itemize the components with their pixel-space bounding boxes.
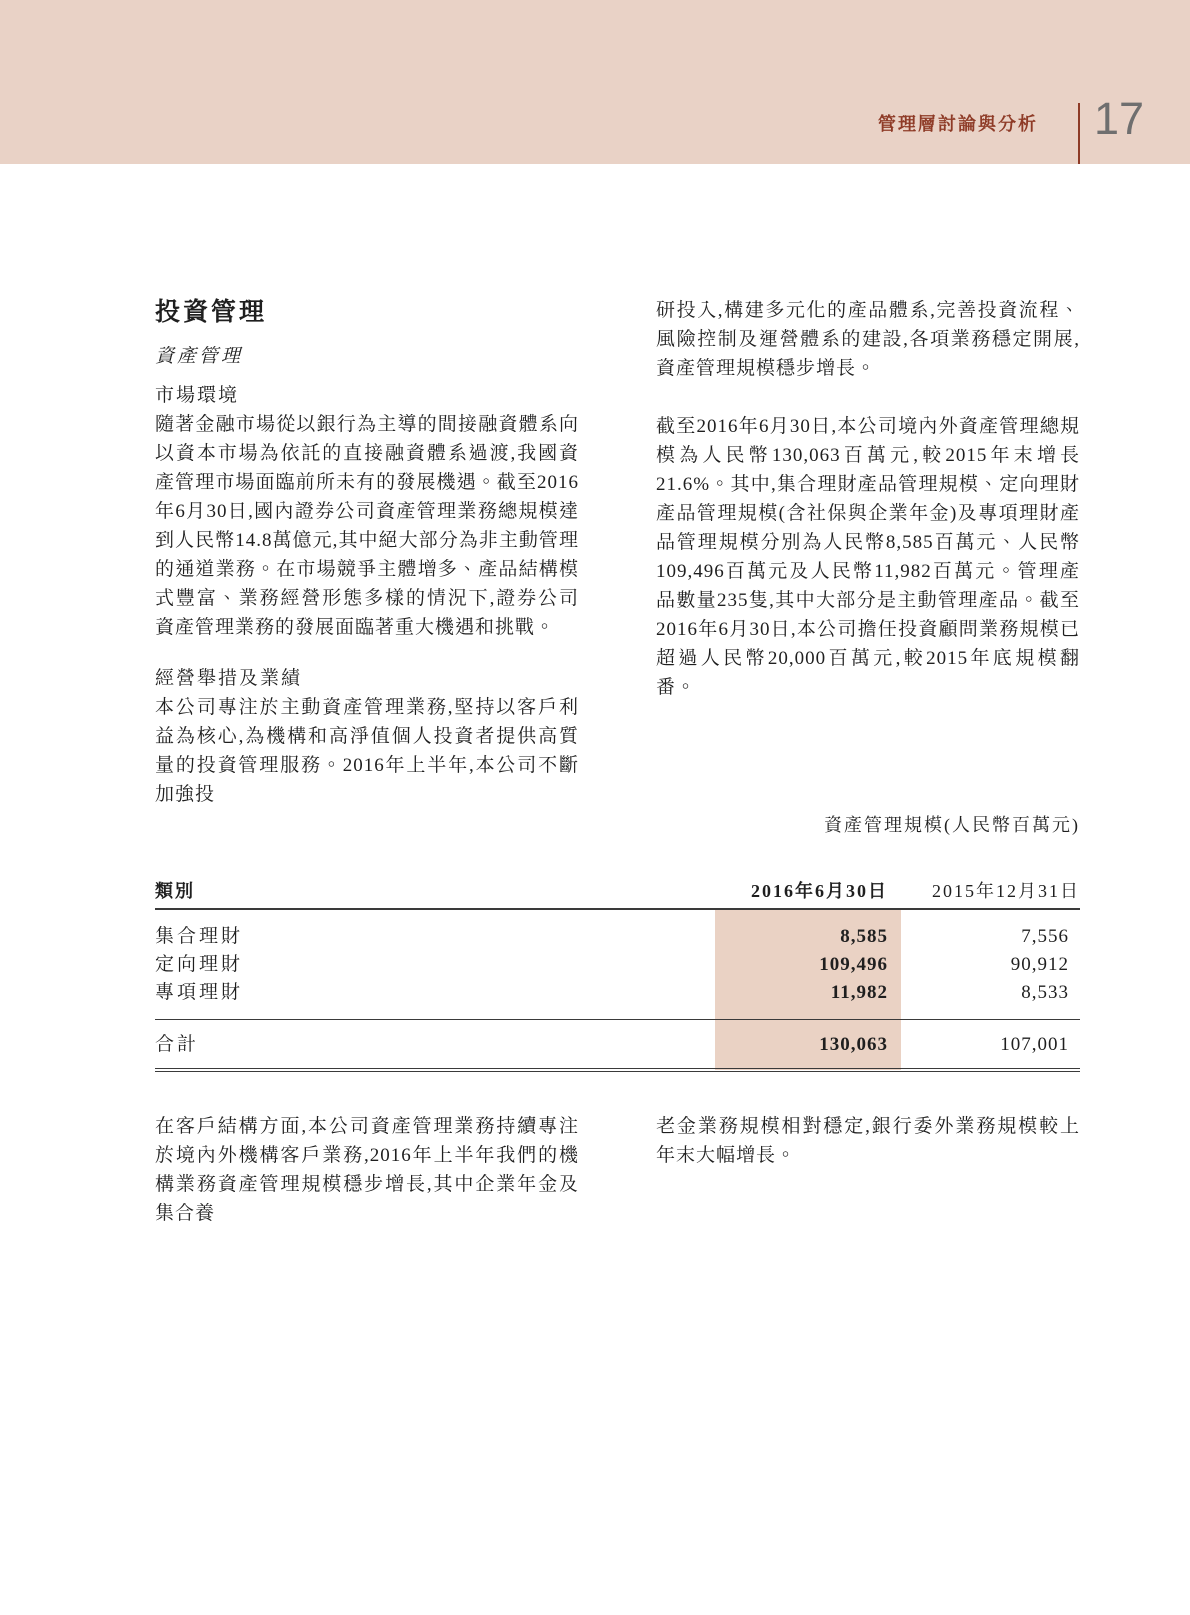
section-heading: 投資管理 bbox=[155, 299, 268, 326]
header-divider-rule bbox=[1078, 103, 1080, 164]
total-label: 合計 bbox=[155, 1020, 715, 1071]
page-number: 17 bbox=[1093, 93, 1144, 144]
market-environment-block bbox=[155, 381, 579, 642]
left-column bbox=[155, 296, 579, 809]
table-row bbox=[155, 979, 1080, 1020]
operations-results-paragraph: 本公司專注於主動資產管理業務,堅持以客戶利益為核心,為機構和高淨值個人投資者提供高質量的投資管理服務。2016年上半年,本公司不斷加強投 bbox=[155, 697, 579, 805]
right-paragraph-1: 研投入,構建多元化的產品體系,完善投資流程、風險控制及運營體系的建設,各項業務穩定開展,資產管理規模穩步增長。 bbox=[656, 300, 1080, 379]
right-column bbox=[656, 296, 1080, 809]
aum-table bbox=[155, 878, 1080, 1072]
total-value-2015: 107,001 bbox=[901, 1020, 1080, 1071]
operations-results-title: 經營舉措及業績 bbox=[155, 668, 303, 689]
column-header-category: 類別 bbox=[155, 878, 715, 909]
bottom-right-column bbox=[656, 1112, 1080, 1228]
aum-table-header-row bbox=[155, 878, 1080, 909]
bottom-left-paragraph: 在客戶結構方面,本公司資產管理業務持續專注於境內外機構客戶業務,2016年上半年我們的機構業務資產管理規模穩步增長,其中企業年金及集合養 bbox=[155, 1116, 579, 1224]
bottom-left-column bbox=[155, 1112, 579, 1228]
subsection-heading: 資產管理 bbox=[155, 346, 244, 367]
row-value-2015: 90,912 bbox=[1010, 954, 1069, 975]
row-value-2015: 7,556 bbox=[1021, 926, 1069, 947]
column-header-2015: 2015年12月31日 bbox=[901, 878, 1080, 909]
column-header-2016: 2016年6月30日 bbox=[715, 878, 901, 909]
main-text-columns bbox=[155, 296, 1080, 809]
section-title: 管理層討論與分析 bbox=[878, 114, 1038, 134]
table-row bbox=[155, 909, 1080, 951]
row-label: 集合理財 bbox=[155, 926, 244, 947]
row-value-2016: 8,585 bbox=[715, 909, 901, 951]
aum-table-section bbox=[155, 812, 1080, 1072]
right-paragraph-2: 截至2016年6月30日,本公司境內外資產管理總規模為人民幣130,063百萬元,較2015年末增長21.6%。其中,集合理財產品管理規模、定向理財產品管理規模(含社保與企業年金)及專項理財產品管理規模分別為人民幣8,585百萬元、人民幣109,496百萬元及人民幣11,982百萬元。管理產品數量235隻,其中大部分是主動管理產品。截至2016年6月30日,本公司擔任投資顧問業務規模已超過人民幣20,000百萬元,較2015年底規模翻番。 bbox=[656, 416, 1080, 698]
market-environment-title: 市場環境 bbox=[155, 385, 240, 406]
bottom-text-columns bbox=[155, 1112, 1080, 1228]
table-row bbox=[155, 951, 1080, 979]
table-total-row bbox=[155, 1020, 1080, 1071]
row-label: 專項理財 bbox=[155, 979, 715, 1020]
row-value-2016: 109,496 bbox=[715, 951, 901, 979]
market-environment-paragraph: 隨著金融市場從以銀行為主導的間接融資體系向以資本市場為依託的直接融資體系過渡,我國資產管理市場面臨前所未有的發展機遇。截至2016年6月30日,國內證券公司資產管理業務總規模達到人民幣14.8萬億元,其中絕大部分為非主動管理的通道業務。在市場競爭主體增多、產品結構模式豐富、業務經營形態多樣的情況下,證券公司資產管理業務的發展面臨著重大機遇和挑戰。 bbox=[155, 414, 579, 638]
aum-table-title: 資產管理規模(人民幣百萬元) bbox=[824, 815, 1080, 835]
row-label: 定向理財 bbox=[155, 954, 244, 975]
bottom-right-paragraph: 老金業務規模相對穩定,銀行委外業務規模較上年末大幅增長。 bbox=[656, 1116, 1080, 1166]
page-header-banner bbox=[0, 0, 1190, 164]
row-value-2016: 11,982 bbox=[715, 979, 901, 1020]
operations-results-block bbox=[155, 664, 579, 809]
row-value-2015: 8,533 bbox=[901, 979, 1080, 1020]
total-value-2016: 130,063 bbox=[715, 1020, 901, 1071]
